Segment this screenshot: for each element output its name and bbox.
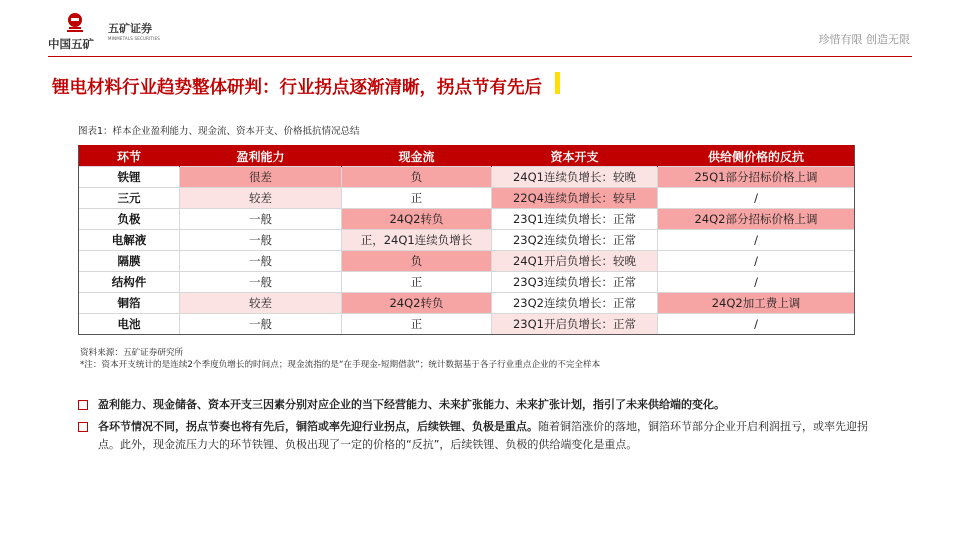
cell-profit: 一般: [180, 230, 342, 251]
company-name: 五矿证券: [108, 22, 152, 35]
table-row: [79, 272, 855, 293]
cell-cash: 负: [342, 251, 492, 272]
square-bullet-icon: [78, 400, 88, 410]
table-row: [79, 293, 855, 314]
table-row: [79, 209, 855, 230]
square-bullet-icon: [78, 422, 88, 432]
col-header-capex: 资本开支: [492, 146, 658, 167]
bullet-point: [78, 418, 878, 454]
col-header-segment: 环节: [79, 146, 180, 167]
bullet-point: [78, 396, 878, 414]
cell-price: /: [658, 314, 855, 335]
cell-capex: 23Q2连续负增长：正常: [492, 230, 658, 251]
cell-segment: 铁锂: [79, 167, 180, 188]
cell-segment: 电解液: [79, 230, 180, 251]
cell-price: /: [658, 188, 855, 209]
bullet-bold-text: 盈利能力、现金储备、资本开支三因素分别对应企业的当下经营能力、未来扩张能力、未来扩张计划，指引了未来供给端的变化。: [98, 398, 725, 411]
cell-capex: 23Q2连续负增长：正常: [492, 293, 658, 314]
minmetals-emblem-icon: [65, 12, 85, 34]
col-header-profit: 盈利能力: [180, 146, 342, 167]
cell-profit: 一般: [180, 251, 342, 272]
cell-cash: 24Q2转负: [342, 293, 492, 314]
page-title: 锂电材料行业趋势整体研判：行业拐点逐渐清晰，拐点节有先后: [52, 78, 542, 98]
cell-profit: 较差: [180, 293, 342, 314]
table-row: [79, 188, 855, 209]
title-highlight-bar: [555, 72, 560, 94]
cell-profit: 一般: [180, 272, 342, 293]
cell-cash: 正: [342, 314, 492, 335]
col-header-price: 供给侧价格的反抗: [658, 146, 855, 167]
cell-capex: 23Q1连续负增长：正常: [492, 209, 658, 230]
cell-capex: 23Q1开启负增长：正常: [492, 314, 658, 335]
cell-segment: 电池: [79, 314, 180, 335]
table-row: [79, 251, 855, 272]
cell-capex: 23Q3连续负增长：正常: [492, 272, 658, 293]
cell-capex: 24Q1开启负增长：较晚: [492, 251, 658, 272]
cell-cash: 正: [342, 272, 492, 293]
cell-price: 24Q2部分招标价格上调: [658, 209, 855, 230]
table-row: [79, 314, 855, 335]
cell-price: 24Q2加工费上调: [658, 293, 855, 314]
cell-capex: 22Q4连续负增长：较早: [492, 188, 658, 209]
cell-segment: 三元: [79, 188, 180, 209]
table-header-row: [79, 146, 855, 167]
col-header-cash: 现金流: [342, 146, 492, 167]
cell-cash: 正: [342, 188, 492, 209]
bullet-text: 随着铜箔涨价的落地，铜箔环节部分企业开启利润扭亏，或率先迎拐点。此外，现金流压力大的环节铁锂、负极出现了一定的价格的“反抗”，后续铁锂、负极的供给端变化是重点。: [98, 420, 868, 451]
table-row: [79, 230, 855, 251]
cell-profit: 一般: [180, 209, 342, 230]
summary-table: [78, 145, 855, 335]
cell-cash: 正，24Q1连续负增长: [342, 230, 492, 251]
company-logo: [48, 12, 178, 52]
footnote: *注：资本开支统计的是连续2个季度负增长的时间点；现金流指的是“在手现金-短期借款”；统计数据基于各子行业重点企业的不完全样本: [80, 360, 601, 370]
cell-segment: 负极: [79, 209, 180, 230]
cell-segment: 隔膜: [79, 251, 180, 272]
table-caption: 图表1：样本企业盈利能力、现金流、资本开支、价格抵抗情况总结: [78, 126, 360, 137]
slogan: 珍惜有限 创造无限: [818, 33, 910, 46]
cell-price: 25Q1部分招标价格上调: [658, 167, 855, 188]
cell-profit: 很差: [180, 167, 342, 188]
cell-cash: 24Q2转负: [342, 209, 492, 230]
cell-price: /: [658, 230, 855, 251]
header-divider: [48, 56, 912, 57]
cell-segment: 铜箔: [79, 293, 180, 314]
cell-price: /: [658, 272, 855, 293]
cell-profit: 较差: [180, 188, 342, 209]
table-row: [79, 167, 855, 188]
company-name-en: MINMETALS SECURITIES: [108, 36, 160, 41]
cell-cash: 负: [342, 167, 492, 188]
cell-profit: 一般: [180, 314, 342, 335]
logo-text: 中国五矿: [48, 37, 94, 51]
source-note: 资料来源：五矿证券研究所: [80, 348, 184, 358]
bullet-bold-text: 各环节情况不同，拐点节奏也将有先后，铜箔或率先迎行业拐点，后续铁锂、负极是重点。: [98, 420, 538, 433]
table-notes: [80, 347, 600, 371]
cell-segment: 结构件: [79, 272, 180, 293]
cell-price: /: [658, 251, 855, 272]
cell-capex: 24Q1连续负增长：较晚: [492, 167, 658, 188]
